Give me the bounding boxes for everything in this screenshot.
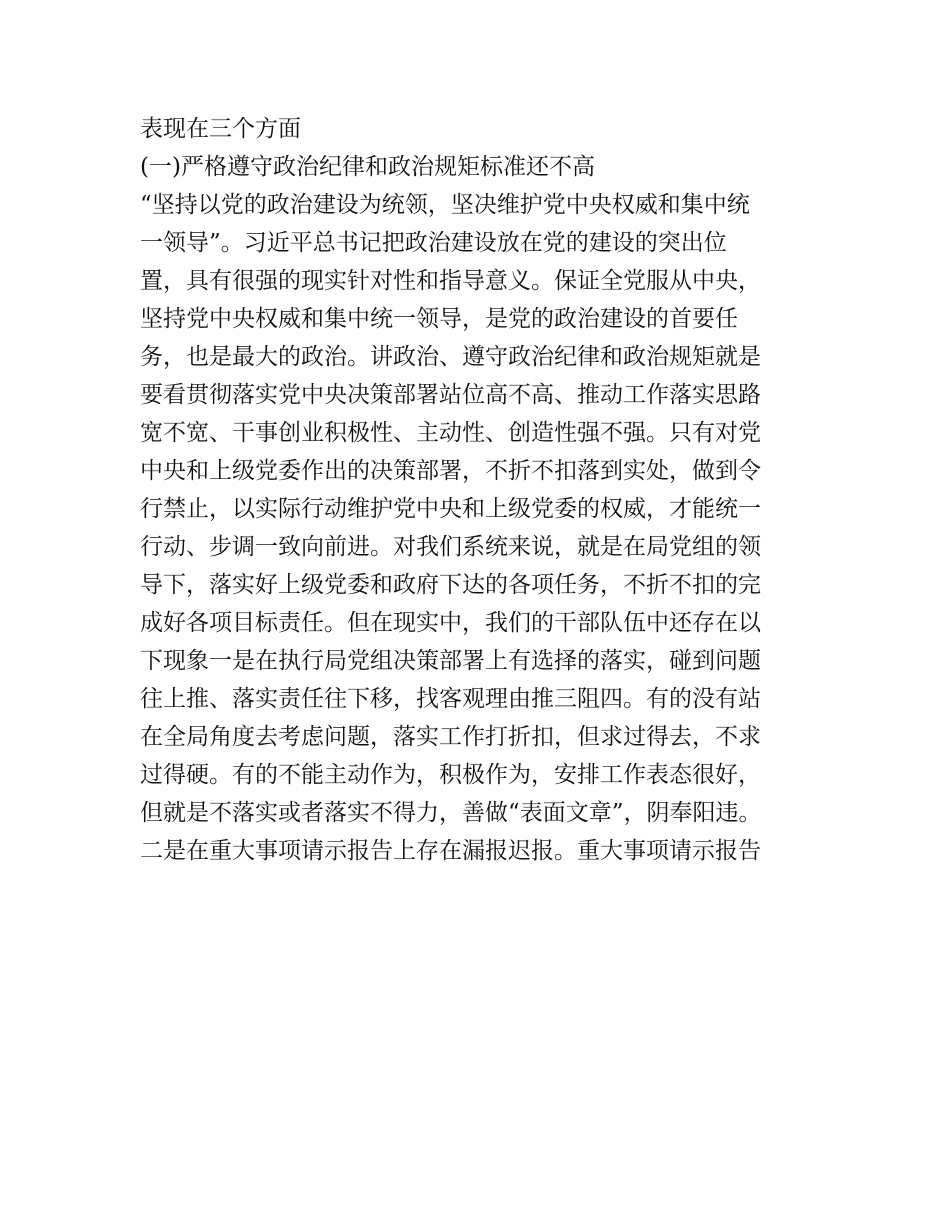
text-line: 但就是不落实或者落实不得力，善做“表面文章”，阴奉阳违。: [140, 800, 762, 826]
text-line: 务，也是最大的政治。讲政治、遵守政治纪律和政治规矩就是: [140, 344, 761, 370]
text-line: 导下，落实好上级党委和政府下达的各项任务，不折不扣的完: [140, 572, 761, 598]
text-line: 行禁止，以实际行动维护党中央和上级党委的权威，才能统一: [140, 496, 761, 522]
text-line: 在全局角度去考虑问题，落实工作打折扣，但求过得去，不求: [140, 724, 761, 750]
section-heading: 表现在三个方面: [140, 116, 301, 142]
text-line: 宽不宽、干事创业积极性、主动性、创造性强不强。只有对党: [140, 420, 761, 446]
body-text: [140, 110, 820, 870]
text-line: 置，具有很强的现实针对性和指导意义。保证全党服从中央，: [140, 268, 761, 294]
text-line: 往上推、落实责任往下移，找客观理由推三阻四。有的没有站: [140, 686, 761, 712]
text-line: 下现象一是在执行局党组决策部署上有选择的落实，碰到问题: [140, 648, 761, 674]
text-line: 一领导”。习近平总书记把政治建设放在党的建设的突出位: [140, 230, 727, 256]
text-line: 坚持党中央权威和集中统一领导，是党的政治建设的首要任: [140, 306, 738, 332]
text-line: 成好各项目标责任。但在现实中，我们的干部队伍中还存在以: [140, 610, 761, 636]
text-line: “坚持以党的政治建设为统领，坚决维护党中央权威和集中统: [140, 192, 750, 218]
text-line: 过得硬。有的不能主动作为，积极作为，安排工作表态很好，: [140, 762, 761, 788]
text-line: 二是在重大事项请示报告上存在漏报迟报。重大事项请示报告: [140, 838, 761, 864]
text-line: 中央和上级党委作出的决策部署，不折不扣落到实处，做到令: [140, 458, 761, 484]
text-line: 行动、步调一致向前进。对我们系统来说，就是在局党组的领: [140, 534, 761, 560]
subsection-heading: (一)严格遵守政治纪律和政治规矩标准还不高: [140, 154, 595, 180]
text-line: 要看贯彻落实党中央决策部署站位高不高、推动工作落实思路: [140, 382, 761, 408]
